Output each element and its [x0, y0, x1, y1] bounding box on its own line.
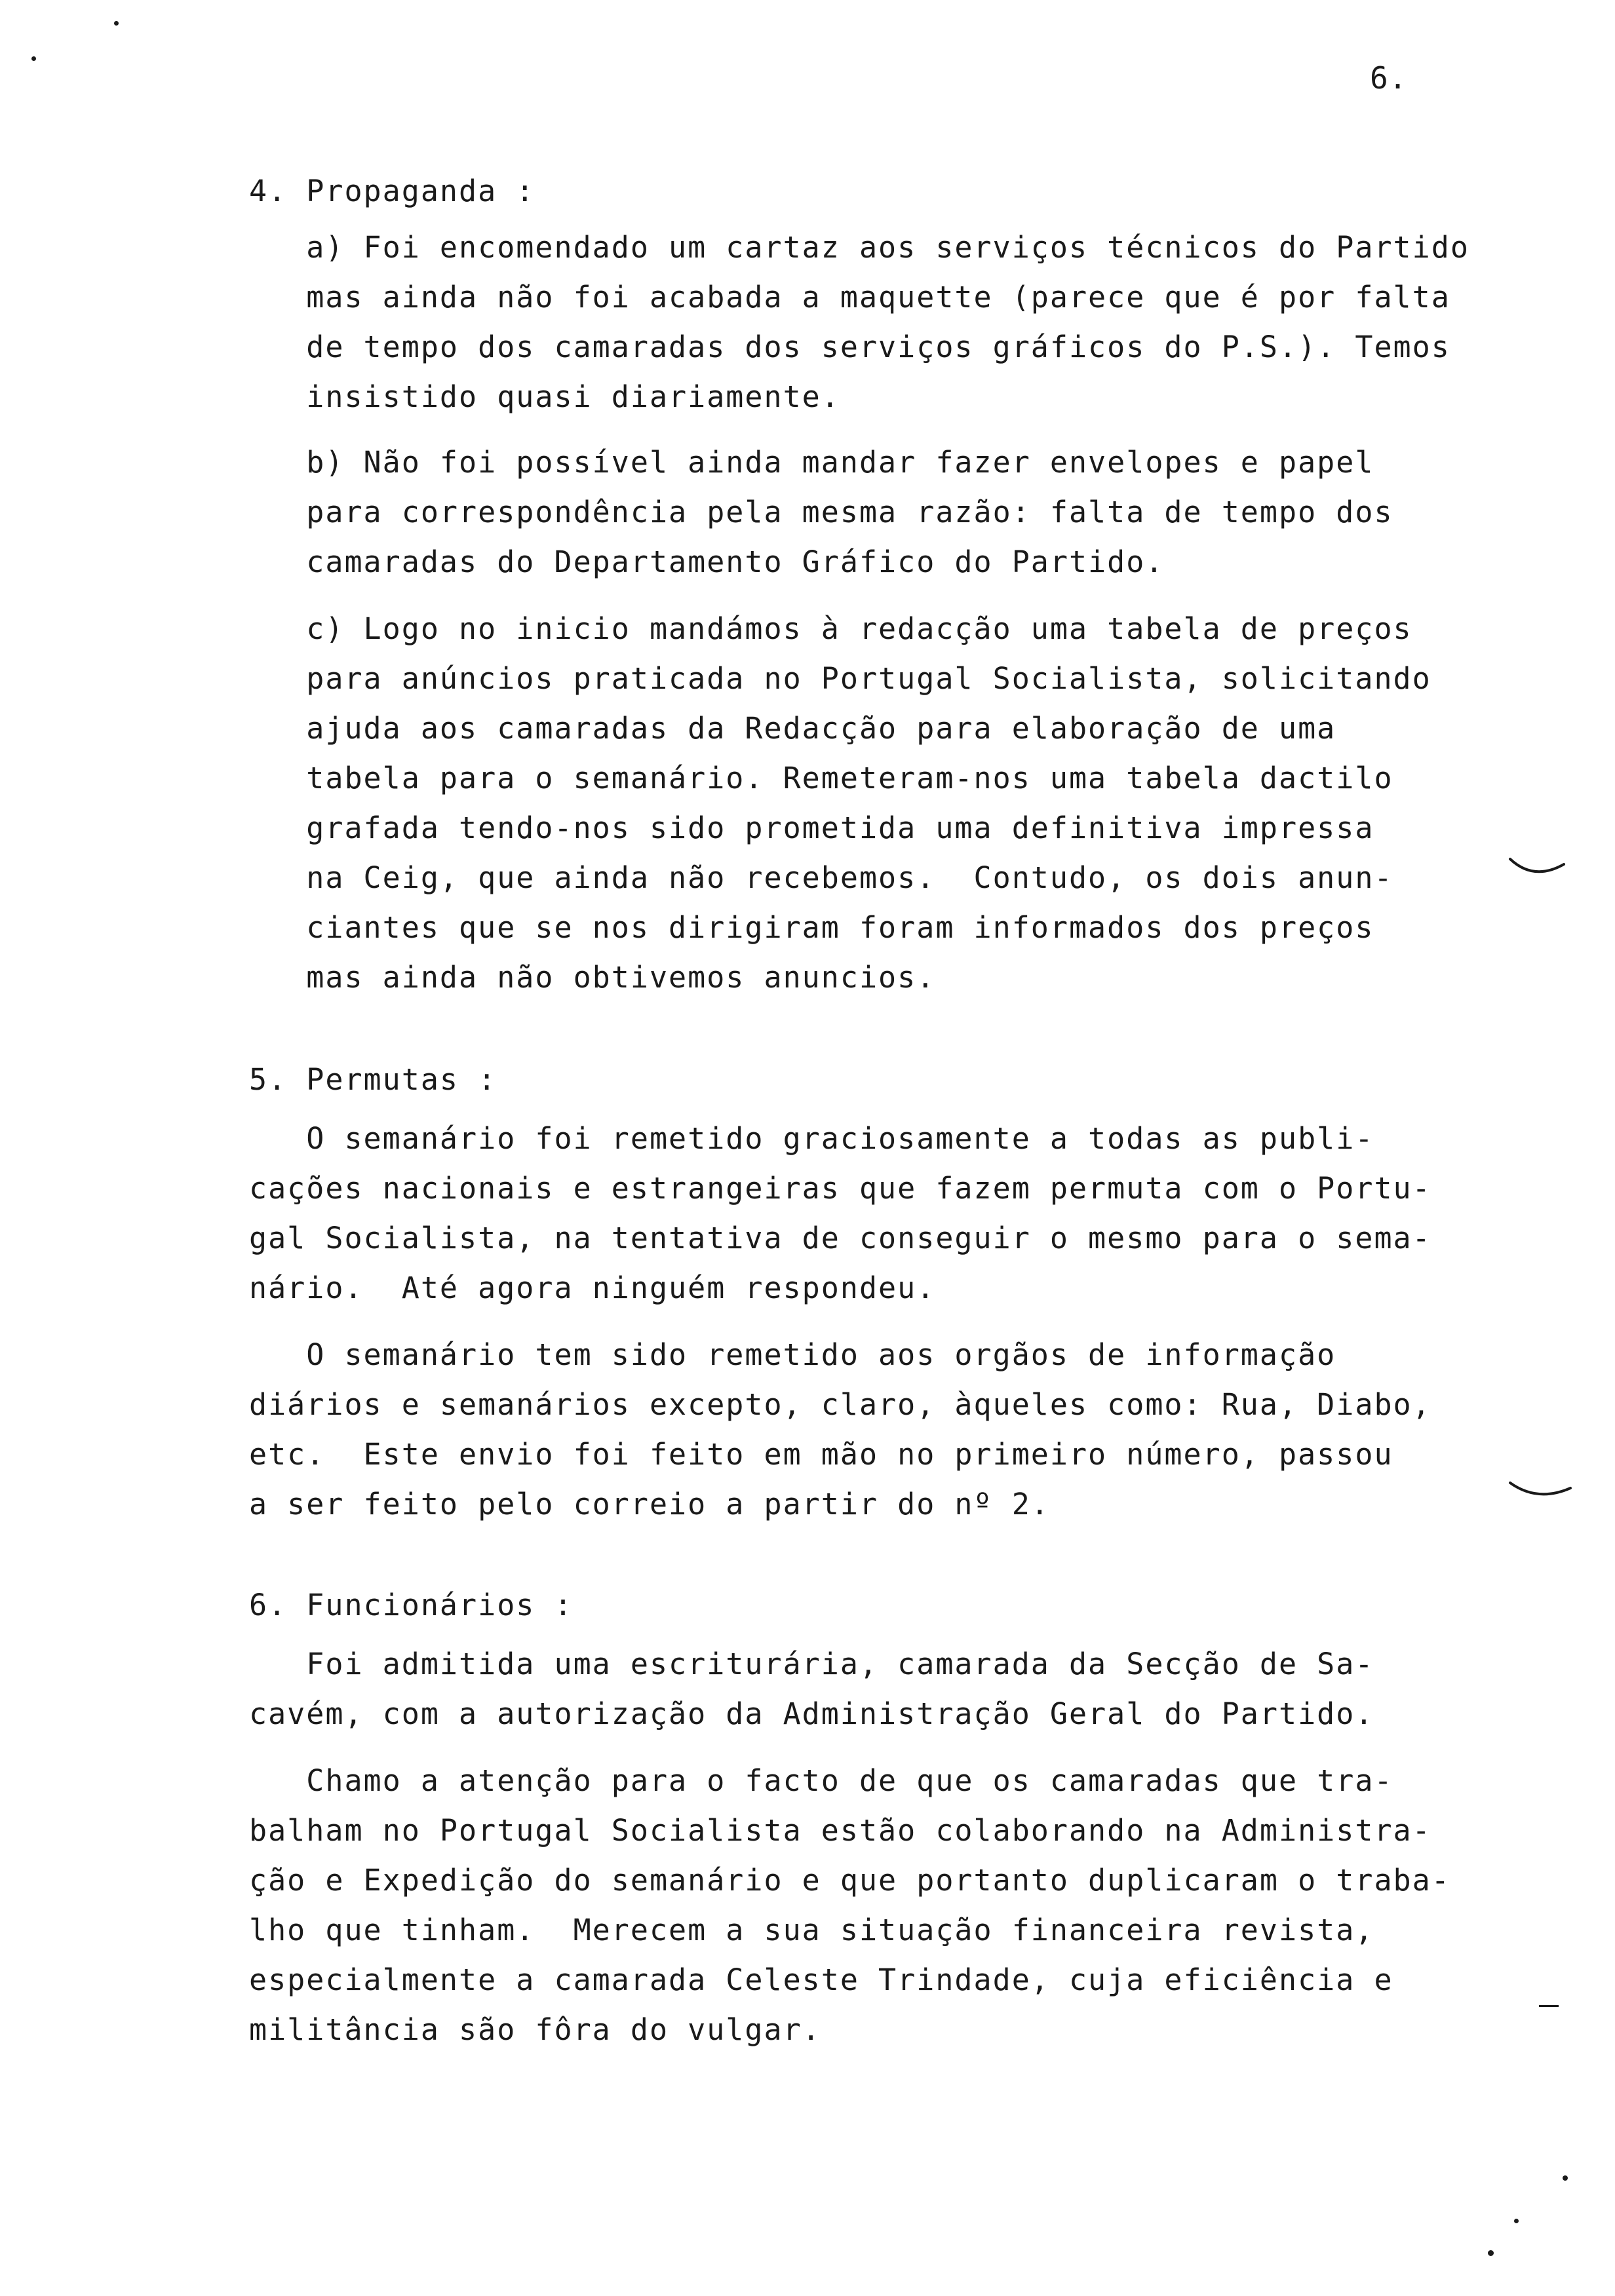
text-line: etc. Este envio foi feito em mão no primeiro número, passou	[249, 1437, 1393, 1472]
text-line: cavém, com a autorização da Administração Geral do Partido.	[249, 1696, 1374, 1731]
text-line: para correspondência pela mesma razão: falta de tempo dos	[249, 495, 1393, 529]
text-line: Foi admitida uma escriturária, camarada da Secção de Sa-	[249, 1647, 1374, 1681]
text-line: militância são fôra do vulgar.	[249, 2012, 821, 2047]
paragraph-propaganda-c	[249, 604, 1560, 1003]
text-line: ajuda aos camaradas da Redacção para elaboração de uma	[249, 711, 1336, 746]
text-line: insistido quasi diariamente.	[249, 379, 840, 414]
section-heading-permutas	[249, 1060, 1560, 1100]
page-number: 6.	[1370, 60, 1408, 96]
margin-curve-mark	[1508, 855, 1566, 881]
paragraph-permutas-1	[249, 1114, 1560, 1313]
scan-dot-mark	[1563, 2175, 1568, 2181]
text-line: grafada tendo-nos sido prometida uma definitiva impressa	[249, 811, 1374, 845]
text-line: gal Socialista, na tentativa de conseguir o mesmo para o sema-	[249, 1221, 1431, 1255]
text-line: b) Não foi possível ainda mandar fazer envelopes e papel	[249, 445, 1374, 480]
text-line: O semanário foi remetido graciosamente a todas as publi-	[249, 1121, 1374, 1156]
paragraph-permutas-2	[249, 1330, 1560, 1529]
text-line: camaradas do Departamento Gráfico do Partido.	[249, 545, 1165, 579]
text-line: O semanário tem sido remetido aos orgãos de informação	[249, 1337, 1336, 1372]
scan-dash-mark	[1539, 2005, 1559, 2007]
text-line: mas ainda não foi acabada a maquette (parece que é por falta	[249, 280, 1450, 315]
paragraph-propaganda-b	[249, 438, 1560, 587]
text-line: Chamo a atenção para o facto de que os camaradas que tra-	[249, 1763, 1393, 1798]
paragraph-funcionarios-2	[249, 1756, 1560, 2055]
text-line: cações nacionais e estrangeiras que fazem permuta com o Portu-	[249, 1171, 1431, 1206]
section-heading-propaganda	[249, 172, 1560, 211]
text-line: diários e semanários excepto, claro, àqueles como: Rua, Diabo,	[249, 1387, 1431, 1422]
scan-dot-mark	[1488, 2250, 1494, 2256]
text-line: 4. Propaganda :	[249, 174, 535, 208]
text-line: balham no Portugal Socialista estão colaborando na Administra-	[249, 1813, 1431, 1848]
text-line: mas ainda não obtivemos anuncios.	[249, 960, 936, 995]
text-line: c) Logo no inicio mandámos à redacção uma tabela de preços	[249, 611, 1412, 646]
scan-dot-mark	[114, 21, 119, 26]
paragraph-propaganda-a	[249, 223, 1560, 422]
text-line: nário. Até agora ninguém respondeu.	[249, 1271, 936, 1305]
text-line: 6. Funcionários :	[249, 1588, 574, 1622]
text-line: de tempo dos camaradas dos serviços gráficos do P.S.). Temos	[249, 330, 1450, 364]
text-line: 5. Permutas :	[249, 1062, 497, 1097]
text-line: a ser feito pelo correio a partir do nº 2.	[249, 1487, 1050, 1521]
text-line: tabela para o semanário. Remeteram-nos uma tabela dactilo	[249, 761, 1393, 795]
margin-curve-mark	[1508, 1478, 1573, 1504]
text-line: ciantes que se nos dirigiram foram informados dos preços	[249, 910, 1374, 945]
scan-dot-mark	[1514, 2219, 1519, 2223]
text-line: lho que tinham. Merecem a sua situação financeira revista,	[249, 1913, 1374, 1947]
text-line: a) Foi encomendado um cartaz aos serviços técnicos do Partido	[249, 230, 1469, 265]
section-heading-funcionarios	[249, 1586, 1560, 1625]
paragraph-funcionarios-1	[249, 1639, 1560, 1739]
text-line: na Ceig, que ainda não recebemos. Contudo, os dois anun-	[249, 860, 1393, 895]
text-line: especialmente a camarada Celeste Trindade, cuja eficiência e	[249, 1962, 1393, 1997]
scan-dot-mark	[31, 56, 36, 61]
text-line: ção e Expedição do semanário e que portanto duplicaram o traba-	[249, 1863, 1450, 1898]
text-line: para anúncios praticada no Portugal Socialista, solicitando	[249, 661, 1431, 696]
